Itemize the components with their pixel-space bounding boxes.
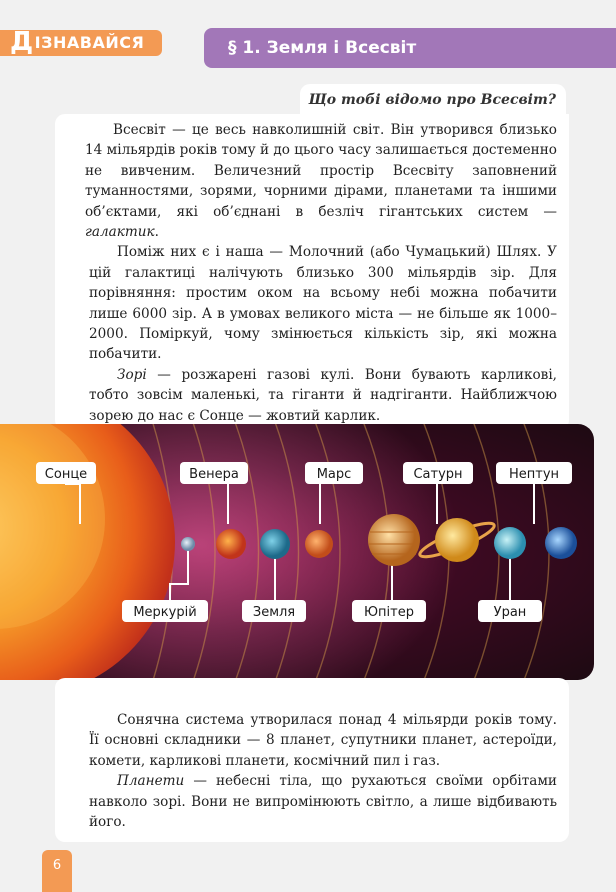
text-block-intro (55, 114, 569, 430)
label-venus: Венера (189, 467, 239, 482)
planet-jupiter (368, 514, 420, 566)
label-neptune: Нептун (508, 467, 560, 482)
planet-mercury (181, 537, 195, 551)
solar-system-svg (0, 424, 594, 680)
paragraph-solar-system: Сонячна система утворилася понад 4 мільярди років тому. Її основні складники — 8 планет, супутники планет, астероїди, комети, карликові планети, космічний пил і газ. (89, 712, 557, 769)
planet-saturn (435, 518, 479, 562)
label-mars: Марс (316, 467, 352, 482)
term-galaxies: галактик (85, 224, 155, 241)
label-earth: Земля (252, 605, 296, 620)
text-block-solar-system (55, 678, 569, 842)
label-saturn: Сатурн (413, 467, 463, 482)
label-mercury: Меркурій (133, 605, 197, 620)
paragraph-universe: Всесвіт — це весь навколишній світ. Він утворився близько 14 мільярдів років тому й до цього часу залишається достеменно не вивченим. Величезний простір Всесвіту заповнений туманностями, зорями, чорними дірами, планетами та іншими об’єктами, які об’єднані в безліч гігантських систем — галактик. (85, 122, 557, 241)
planet-mars (305, 530, 333, 558)
term-stars: Зорі (117, 366, 147, 383)
badge-text: ІЗНАВАЙСЯ (34, 33, 145, 52)
label-uranus: Уран (493, 605, 527, 620)
section-title: § 1. Земля і Всесвіт (204, 28, 616, 68)
planet-earth (260, 529, 290, 559)
paragraph-planets: Планети — небесні тіла, що рухаються своїми орбітами навколо зорі. Вони не випромінюють світло, а лише відбивають його. (89, 773, 557, 831)
planet-uranus (494, 527, 526, 559)
term-planets: Планети (117, 773, 185, 790)
solar-system-illustration (0, 424, 594, 680)
lead-question: Що тобі відомо про Всесвіт? (300, 84, 566, 114)
paragraph-stars: Зорі — розжарені газові кулі. Вони бувають карликові, тобто зовсім маленькі, та гіганти й надгіганти. Найближчою зорею до нас є Сонце — жовтий карлик. (89, 366, 557, 424)
label-sun: Сонце (44, 467, 88, 482)
badge-initial: Д (10, 27, 34, 57)
planet-neptune (545, 527, 577, 559)
page-number: 6 (42, 850, 72, 892)
label-jupiter: Юпітер (364, 605, 414, 620)
paragraph-milky-way: Поміж них є і наша — Молочний (або Чумацький) Шлях. У цій галактиці налічують близько 300 мільярдів зір. Для порівняння: простим оком на всьому небі можна побачити лише 6000 зір. А в умовах великого міста — не більше як 1000–2000. Поміркуй, чому змінюється кількість зір, які можна побачити. (89, 244, 557, 363)
learn-badge (0, 27, 162, 57)
planet-venus (216, 529, 246, 559)
